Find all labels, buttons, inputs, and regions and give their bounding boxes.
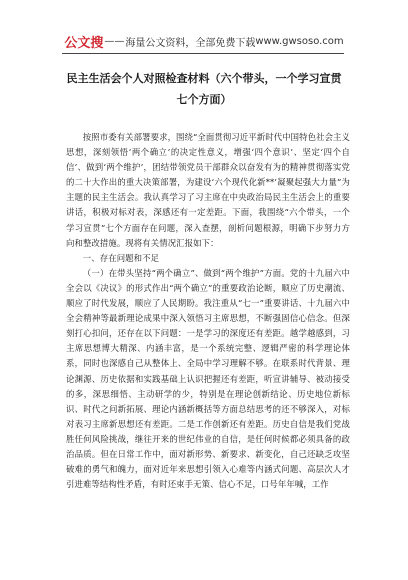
header-divider [62, 53, 344, 54]
site-brand[interactable]: 公文搜 [64, 35, 104, 51]
section-heading: 一、存在问题和不足 [82, 252, 160, 263]
intro-paragraph: 按照市委有关部署要求，围绕“全面贯彻习近平新时代中国特色社会主义思想，深刻领悟‘两个确立’的决定性意义，增强‘四个意识’、坚定‘四个自信’、做到‘两个维护’，团结带领党员干部群众以奋发有为的精神贯彻落实党的二十大作出的重大决策部署，为建设‘六个现代化新**’凝聚起强大力量”为主题的民主生活会。我认真学习了习主席在中央政治局民主生活会上的重要讲话，积极对标对表，深感还有一定差距。下面，我围绕“六个带头，一个学习宣贯”七个方面存在问题，深入查摆，剖析问题根源，明确下步努力方向和整改措施。现将有关情况汇报如下： [66, 132, 350, 248]
header-separator: —— [104, 35, 125, 47]
document-title [40, 68, 368, 110]
site-url[interactable]: www.gwsoso.com [255, 35, 344, 47]
document-body [66, 130, 350, 492]
body-paragraph: （一）在带头坚持“两个确立”、做到“两个维护”方面。党的十九届六中全会以《决议》的形式作出“两个确立”的重要政治论断，顺应了历史潮流、顺应了时代发展，顺应了人民期盼。我注重从“七一”重要讲话、十九届六中全会精神等最新理论成果中深入领悟习主席思想，不断强固信心信念。但深刻打心扣问，还存在以下问题：一是学习的深度还有差距。越学越感到，习主席思想博大精深、内涵丰富，是一个系统完整、逻辑严密的科学理论体系，同时也深感自己从整体上、全局中学习理解不够。在联系时代背景、理论渊源、历史依据和实践基础上认识把握还有差距，听宣讲辅导、被动接受的多，深思细悟、主动研学的少，特别是在理论创新结论、历史地位新标识、时代之问新拓展、理论内涵新概括等方面总结思考的还不够深入，对标对表习主席新思想还有差距。二是工作创新还有差距。历史自信是我们党战胜任何风险挑战，继往开来的世纪伟业的自信，是任何时候都必须具备的政治品质。但在日常工作中，面对新形势、新要求、新变化，自己还缺乏攻坚破难的勇气和魄力，面对近年来思想引领入心难等内涵式问题、高层次人才引进难等结构性矛盾，有时还束手无策、信心不足，口号年年喊，工作 [66, 267, 350, 490]
site-tagline: 海量公文资料，全部免费下载 [125, 37, 256, 49]
title-line-2: 七个方面） [176, 93, 232, 106]
site-header [0, 30, 408, 52]
title-line-1: 民主生活会个人对照检查材料（六个带头，一个学习宣贯 [66, 72, 342, 85]
